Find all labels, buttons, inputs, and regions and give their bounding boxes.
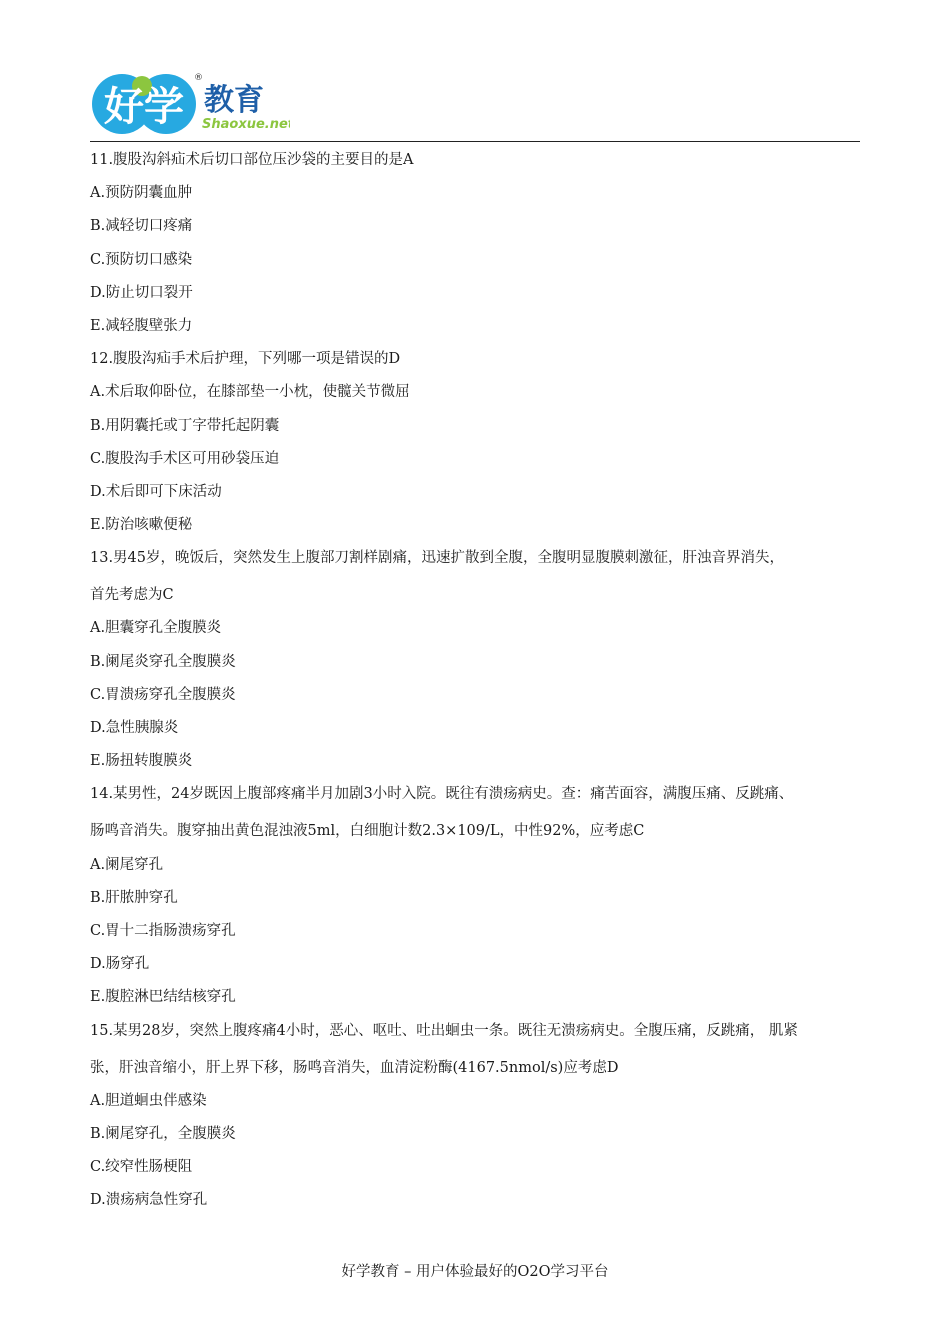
option-item: A.预防阴囊血肿 bbox=[90, 185, 193, 202]
svg-text:教育: 教育 bbox=[204, 83, 264, 118]
brand-logo-graphic bbox=[90, 64, 290, 138]
question-list bbox=[90, 150, 860, 1210]
question-item bbox=[90, 1021, 860, 1211]
question-stem: 11.腹股沟斜疝术后切口部位压沙袋的主要目的是A bbox=[90, 152, 414, 168]
question-item bbox=[90, 548, 860, 771]
question-item bbox=[90, 349, 860, 535]
page-footer: 好学教育 – 用户体验最好的O2O学习平台 bbox=[341, 1264, 609, 1280]
svg-text:好学: 好学 bbox=[104, 84, 184, 130]
option-item: A.胆道蛔虫伴感染 bbox=[90, 1092, 207, 1109]
question-stem: 14.某男性，24岁既因上腹部疼痛半月加剧3小时入院。既往有溃疡病史。查：痛苦面容，满腹压痛、反跳痛、 bbox=[90, 786, 794, 803]
option-item: A.术后取仰卧位，在膝部垫一小枕，使髋关节微屈 bbox=[90, 384, 410, 401]
option-item: B.肝脓肿穿孔 bbox=[90, 889, 178, 906]
option-item: C.胃溃疡穿孔全腹膜炎 bbox=[90, 686, 236, 703]
option-item: B.减轻切口疼痛 bbox=[90, 218, 193, 235]
page-header bbox=[90, 64, 860, 142]
option-item: E.减轻腹壁张力 bbox=[90, 317, 193, 334]
option-item: E.肠扭转腹膜炎 bbox=[90, 753, 193, 770]
option-item: A.阑尾穿孔 bbox=[90, 856, 164, 873]
brand-logo bbox=[90, 64, 290, 138]
question-item bbox=[90, 784, 860, 1007]
option-item: D.急性胰腺炎 bbox=[90, 720, 179, 736]
header-rule bbox=[90, 141, 860, 142]
option-item: C.腹股沟手术区可用砂袋压迫 bbox=[90, 450, 280, 467]
svg-text:Shaoxue.net: Shaoxue.net bbox=[202, 117, 290, 132]
option-item: D.肠穿孔 bbox=[90, 956, 150, 973]
question-stem-continued: 首先考虑为C bbox=[90, 587, 174, 604]
question-stem-continued: 张，肝浊音缩小，肝上界下移，肠鸣音消失，血清淀粉酶(4167.5nmol/s)应考虑D bbox=[90, 1059, 619, 1076]
option-item: D.防止切口裂开 bbox=[90, 284, 193, 301]
svg-text:®: ® bbox=[194, 73, 203, 83]
option-item: B.阑尾穿孔，全腹膜炎 bbox=[90, 1125, 236, 1142]
question-stem: 13.男45岁，晚饭后，突然发生上腹部刀割样剧痛，迅速扩散到全腹，全腹明显腹膜刺激征，肝浊音界消失， bbox=[90, 550, 785, 567]
option-item: C.胃十二指肠溃疡穿孔 bbox=[90, 922, 236, 939]
option-item: D.术后即可下床活动 bbox=[90, 483, 222, 500]
option-item: C.绞窄性肠梗阻 bbox=[90, 1159, 193, 1176]
question-stem: 15.某男28岁，突然上腹疼痛4小时，恶心、呕吐、吐出蛔虫一条。既往无溃疡病史。全腹压痛，反跳痛， 肌紧 bbox=[90, 1022, 798, 1039]
option-item: D.溃疡病急性穿孔 bbox=[90, 1192, 208, 1209]
question-stem-continued: 肠鸣音消失。腹穿抽出黄色混浊液5ml，白细胞计数2.3×109/L，中性92%，应考虑C bbox=[90, 823, 645, 840]
option-item: C.预防切口感染 bbox=[90, 251, 193, 268]
option-item: B.用阴囊托或丁字带托起阴囊 bbox=[90, 417, 280, 434]
option-item: A.胆囊穿孔全腹膜炎 bbox=[90, 620, 222, 637]
question-item bbox=[90, 150, 860, 336]
question-stem: 12.腹股沟疝手术后护理，下列哪一项是错误的D bbox=[90, 351, 401, 368]
option-item: E.腹腔淋巴结结核穿孔 bbox=[90, 989, 236, 1006]
option-item: B.阑尾炎穿孔全腹膜炎 bbox=[90, 653, 236, 670]
option-item: E.防治咳嗽便秘 bbox=[90, 517, 193, 534]
